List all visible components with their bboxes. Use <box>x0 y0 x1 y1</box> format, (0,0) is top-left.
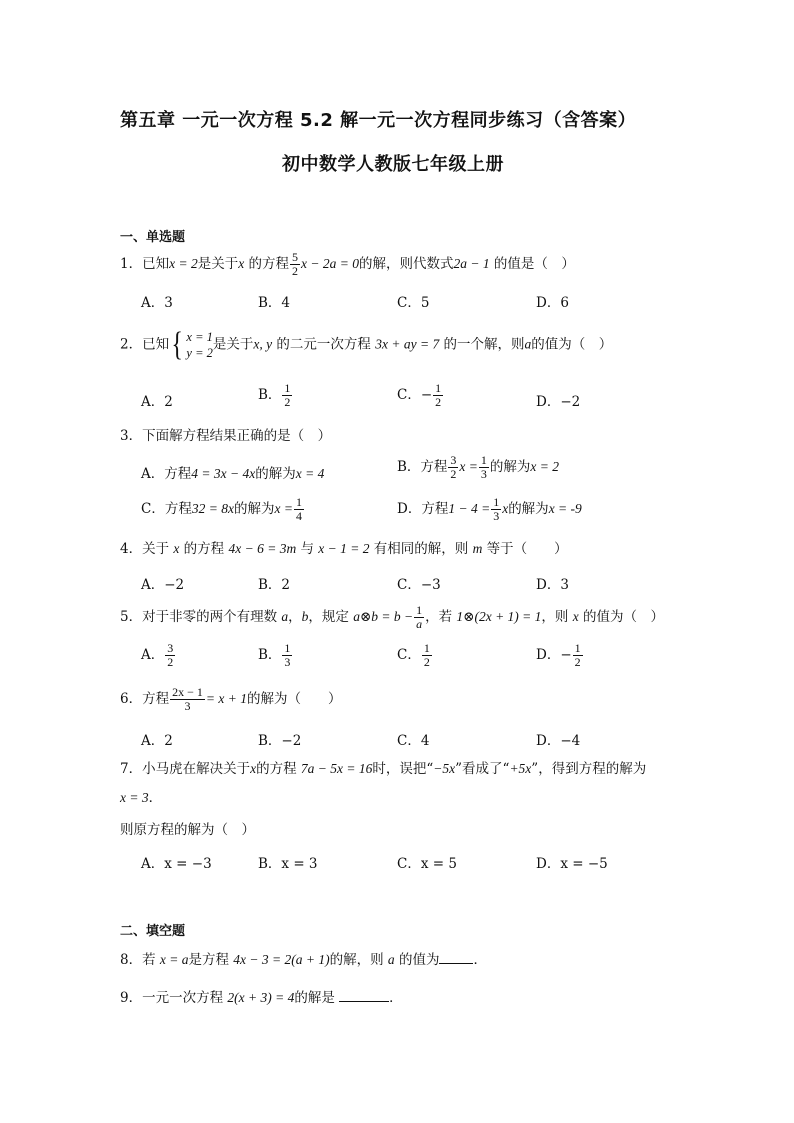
math: 1⊗(2x + 1) = 1 <box>456 609 542 624</box>
question-text: 的解，则代数式 <box>358 256 454 272</box>
option-label: C．方程 <box>141 501 192 517</box>
option-d[interactable]: D．3 <box>536 577 569 593</box>
question-text: 已知 <box>142 256 170 272</box>
system-row: x = 1 <box>186 330 213 344</box>
math: 4x − 6 = 3m <box>228 541 297 556</box>
numerator: 5 <box>292 250 298 264</box>
math: x = 3 <box>120 790 149 805</box>
question-text: 与 <box>296 541 319 557</box>
section-heading-single-choice: 一、单选题 <box>120 230 186 245</box>
denominator: 2 <box>167 655 174 669</box>
option-label: D．− <box>536 647 572 663</box>
question-text: ． <box>389 990 403 1006</box>
question-text: 有相同的解，则 <box>369 541 473 557</box>
question-text: 已知 <box>142 336 170 353</box>
question-number: 6． <box>120 691 143 707</box>
question-6 <box>120 686 341 713</box>
fraction <box>448 454 458 481</box>
math: x − 1 = 2 <box>318 541 370 556</box>
question-number: 7． <box>120 761 143 777</box>
numerator: 1 <box>493 495 500 509</box>
question-text: 的值为（ ） <box>531 336 613 353</box>
question-text: 的二元一次方程 <box>272 336 376 353</box>
option-a[interactable]: A．−2 <box>141 577 185 593</box>
option-c[interactable]: C．5 <box>397 295 430 311</box>
denominator: 2 <box>423 655 430 669</box>
equation-system <box>169 328 213 362</box>
document-title: 第五章 一元一次方程 5.2 解一元一次方程同步练习（含答案） <box>120 110 637 131</box>
option-label: C．− <box>397 387 433 403</box>
question-8 <box>120 950 487 970</box>
fraction <box>165 642 175 669</box>
math: a⊗b = b − <box>353 609 414 624</box>
numerator: 1 <box>416 603 423 617</box>
math: a <box>281 609 289 624</box>
fraction <box>290 251 300 278</box>
math: x = <box>459 459 478 474</box>
math: +5x <box>509 761 532 776</box>
option-c[interactable]: C．4 <box>397 733 430 749</box>
option-label: A．方程 <box>141 466 192 482</box>
document-subtitle: 初中数学人教版七年级上册 <box>282 154 504 175</box>
option-text: 的解为 <box>489 459 531 475</box>
answer-blank[interactable] <box>339 989 389 1002</box>
question-text: 的解是 <box>294 990 340 1006</box>
question-text: 小马虎在解决关于 <box>142 761 251 777</box>
option-label: A． <box>141 647 165 663</box>
denominator: 3 <box>480 467 487 481</box>
fraction <box>294 496 304 523</box>
option-label: B． <box>258 647 282 663</box>
math: x <box>250 761 257 776</box>
fraction <box>282 642 292 669</box>
question-text: 的值为（ ） <box>578 609 664 625</box>
option-b[interactable] <box>397 454 559 481</box>
option-a[interactable]: A．x = −3 <box>141 856 212 872</box>
question-text: 是方程 <box>188 952 234 968</box>
question-7 <box>120 759 646 779</box>
fraction <box>414 604 424 631</box>
left-brace: { <box>171 326 183 363</box>
math: a <box>524 336 532 352</box>
question-text: ”看成了“ <box>455 761 510 777</box>
option-label: D．方程 <box>397 501 449 517</box>
question-number: 5． <box>120 609 143 625</box>
question-text: 的一个解，则 <box>439 336 525 353</box>
denominator: 2 <box>574 655 581 669</box>
math: 7a − 5x = 16 <box>300 761 373 776</box>
fraction <box>491 496 501 523</box>
question-text: 关于 <box>142 541 174 557</box>
question-text: ，若 <box>425 609 457 625</box>
option-b[interactable] <box>258 382 293 409</box>
denominator: 2 <box>292 264 298 278</box>
numerator: 3 <box>167 641 174 655</box>
question-text: ，规定 <box>308 609 354 625</box>
question-4 <box>120 539 568 559</box>
option-b[interactable]: B．2 <box>258 577 291 593</box>
option-d[interactable]: D．−2 <box>536 394 581 410</box>
question-text: ． <box>148 790 163 806</box>
numerator: 1 <box>435 381 442 395</box>
option-d[interactable]: D．6 <box>536 295 569 311</box>
question-text: 时，误把“ <box>372 761 434 777</box>
math: x <box>173 541 180 556</box>
option-c[interactable]: C．−3 <box>397 577 441 593</box>
math: x = 2 <box>530 459 560 474</box>
math: a <box>387 952 395 967</box>
numerator: 1 <box>295 495 302 509</box>
system-row: y = 2 <box>186 346 213 360</box>
option-a[interactable] <box>141 462 324 482</box>
question-text: ，则 <box>541 609 573 625</box>
numerator: 1 <box>284 381 291 395</box>
math: x − 2a = 0 <box>301 256 359 271</box>
math: 2a − 1 <box>453 256 490 271</box>
question-number: 8． <box>120 952 143 968</box>
question-text: 方程 <box>142 691 170 707</box>
denominator: 2 <box>284 395 291 409</box>
math: 32 = 8x <box>191 501 234 516</box>
math: 1 − 4 = <box>448 501 491 516</box>
math: x <box>572 609 579 624</box>
fraction <box>573 642 583 669</box>
question-number: 2． <box>120 336 143 353</box>
question-text: ， <box>288 609 302 625</box>
fraction <box>170 686 205 713</box>
question-text: 的值是（ ） <box>489 256 575 272</box>
option-d[interactable] <box>536 642 584 669</box>
math: −5x <box>433 761 456 776</box>
option-d[interactable]: D．x = −5 <box>536 856 608 872</box>
option-c[interactable] <box>141 496 305 523</box>
question-text: 的方程 <box>256 761 301 777</box>
option-b[interactable] <box>258 642 293 669</box>
question-number: 9． <box>120 990 143 1006</box>
fraction <box>433 382 443 409</box>
question-text: 一元一次方程 <box>142 990 228 1006</box>
math: x = <box>274 501 293 516</box>
option-a[interactable]: A．2 <box>141 394 173 410</box>
math: 4x − 3 = 2(a + 1) <box>233 952 330 967</box>
fraction <box>282 382 292 409</box>
math: 3x + ay = 7 <box>375 336 440 352</box>
option-c[interactable]: C．x = 5 <box>397 856 457 872</box>
option-text: 的解为 <box>255 466 296 482</box>
math: x <box>502 501 509 516</box>
question-text: 的方程 <box>244 256 289 272</box>
question-text: ”，得到方程的解为 <box>531 761 647 777</box>
math: = x + 1 <box>205 691 247 706</box>
numerator: 1 <box>423 641 430 655</box>
option-label: C． <box>397 647 421 663</box>
question-number: 4． <box>120 541 143 557</box>
section-heading-fill-in: 二、填空题 <box>120 924 186 939</box>
question-7-prompt: 则原方程的解为（ ） <box>120 822 255 838</box>
question-9 <box>120 988 403 1008</box>
math: 4 = 3x − 4x <box>191 466 256 481</box>
question-text: 是关于 <box>197 256 239 272</box>
denominator: 4 <box>295 509 302 523</box>
question-text: 的方程 <box>179 541 229 557</box>
question-7-continued <box>120 788 162 808</box>
question-2 <box>120 328 612 362</box>
answer-blank[interactable] <box>439 951 473 964</box>
question-number: 3． <box>120 428 143 444</box>
numerator: 1 <box>480 453 487 467</box>
option-d[interactable]: D．−4 <box>536 733 581 749</box>
math: x = -9 <box>548 501 582 516</box>
question-text: 的值为 <box>394 952 440 968</box>
question-3 <box>120 426 331 446</box>
denominator: 2 <box>435 395 442 409</box>
question-text: 的解，则 <box>329 952 388 968</box>
math: 2(x + 3) = 4 <box>227 990 295 1005</box>
denominator: 3 <box>284 655 291 669</box>
option-c[interactable] <box>397 642 433 669</box>
question-text: 下面解方程结果正确的是（ ） <box>142 428 332 444</box>
question-text: 的解为（ ） <box>246 691 342 707</box>
math: m <box>472 541 483 556</box>
math: x = 4 <box>295 466 325 481</box>
numerator: 3 <box>450 453 457 467</box>
option-a[interactable]: A．3 <box>141 295 173 311</box>
numerator: 2x − 1 <box>172 685 203 699</box>
option-a[interactable] <box>141 642 176 669</box>
numerator: 1 <box>574 641 581 655</box>
question-1 <box>120 251 575 278</box>
question-text: 等于（ ） <box>482 541 568 557</box>
fraction <box>422 642 432 669</box>
option-text: 的解为 <box>233 501 275 517</box>
numerator: 1 <box>284 641 291 655</box>
option-b[interactable]: B．x = 3 <box>258 856 318 872</box>
denominator: 3 <box>184 699 191 713</box>
option-text: 的解为 <box>508 501 549 517</box>
denominator: a <box>416 617 423 631</box>
math: x = 2 <box>169 256 198 271</box>
option-b[interactable]: B．−2 <box>258 733 302 749</box>
question-text: ． <box>473 952 487 968</box>
option-b[interactable]: B．4 <box>258 295 291 311</box>
math: x = a <box>159 952 189 967</box>
question-text: 若 <box>142 952 160 968</box>
question-text: 是关于 <box>212 336 254 353</box>
option-c[interactable] <box>397 382 444 409</box>
math: b <box>301 609 309 624</box>
question-text: 对于非零的两个有理数 <box>142 609 282 625</box>
fraction <box>479 454 489 481</box>
option-label: B．方程 <box>397 459 448 475</box>
question-5 <box>120 604 664 631</box>
option-label: B． <box>258 387 282 403</box>
question-number: 1． <box>120 256 143 272</box>
option-d[interactable] <box>397 496 582 523</box>
math: x <box>238 256 245 271</box>
option-a[interactable]: A．2 <box>141 733 173 749</box>
denominator: 2 <box>450 467 457 481</box>
denominator: 3 <box>493 509 500 523</box>
math: x, y <box>253 336 273 352</box>
